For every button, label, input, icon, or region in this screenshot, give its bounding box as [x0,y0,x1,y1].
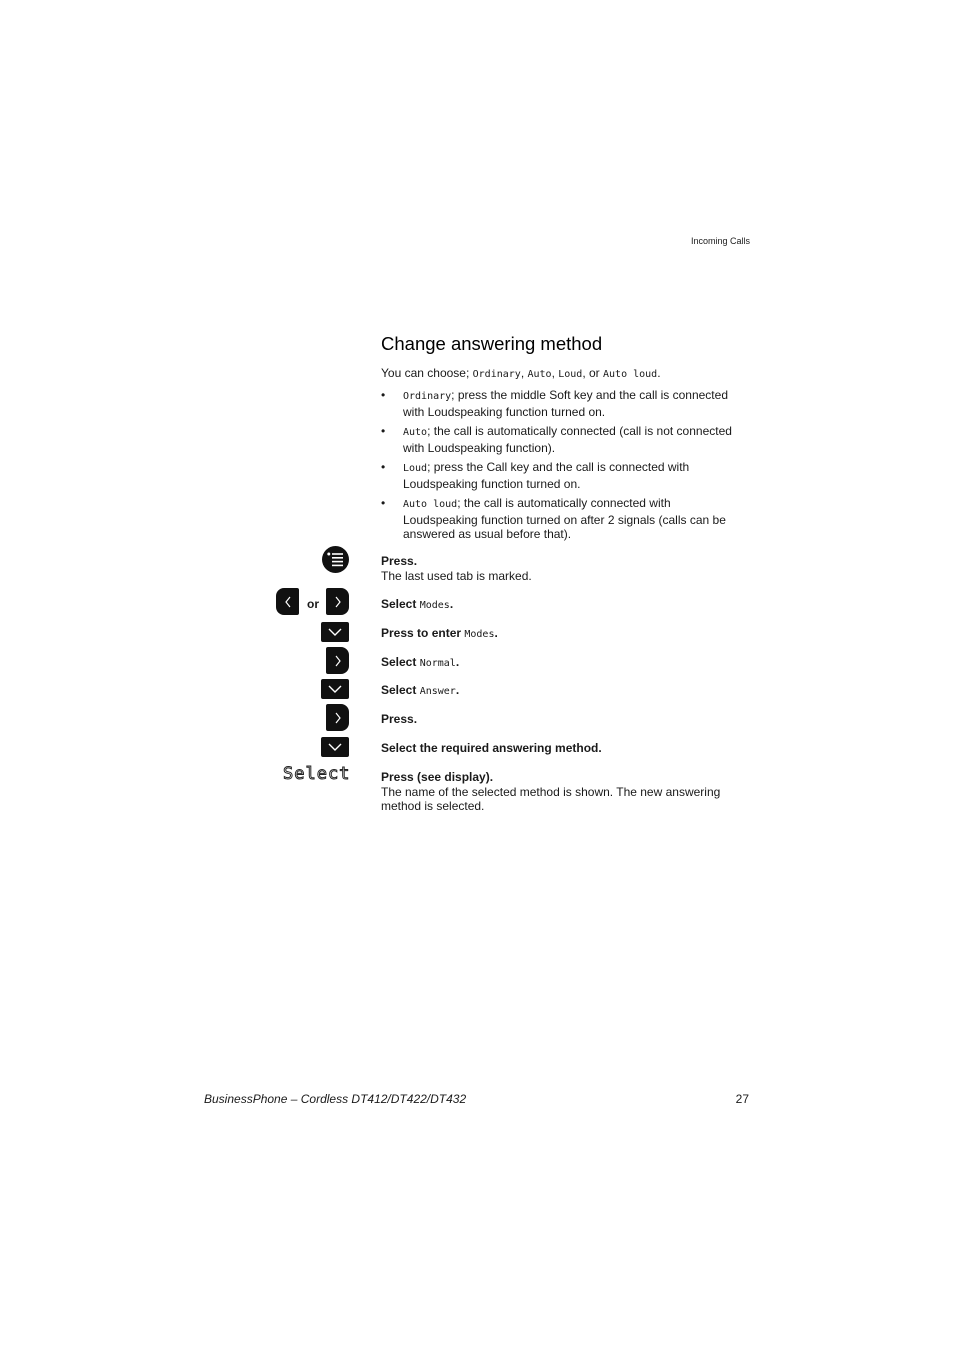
footer-product-name: BusinessPhone – Cordless DT412/DT422/DT432 [204,1092,467,1106]
right-arrow-icon[interactable] [326,647,349,674]
step-press-right: Press. [381,712,418,726]
down-arrow-icon[interactable] [321,679,349,699]
step-select-answer: Select Answer. [381,683,460,697]
bullet-item-auto: • Auto; the call is automatically connected (call is not connected with Loudspeaking function). [381,424,732,455]
step-select-method: Select the required answering method. [381,741,602,755]
step-select-modes: Select Modes. [381,597,454,611]
bullet-item-auto-loud: • Auto loud; the call is automatically connected with Loudspeaking function turned on after 2 signals (calls can be answered as usual before that). [381,496,726,541]
or-label: or [307,597,319,611]
select-softkey-display[interactable]: Select [283,764,351,784]
step-select-normal: Select Normal. [381,655,460,669]
bullet-dot: • [381,424,386,438]
intro-text: You can choose; Ordinary, Auto, Loud, or Auto loud. [381,366,661,380]
step-press-menu: Press. The last used tab is marked. [381,554,532,583]
page-number: 27 [735,1092,749,1106]
bullet-dot: • [381,460,386,474]
step-enter-modes: Press to enter Modes. [381,626,498,640]
running-header: Incoming Calls [690,236,750,246]
right-arrow-icon[interactable] [326,704,349,731]
section-title: Change answering method [381,333,603,354]
bullet-dot: • [381,388,386,402]
bullet-item-loud: • Loud; press the Call key and the call is connected with Loudspeaking function turned on. [381,460,690,491]
step-press-select: Press (see display). The name of the selected method is shown. The new answering method is selected. [381,770,721,813]
down-arrow-icon[interactable] [321,737,349,757]
menu-list-glyph [327,552,344,567]
left-arrow-icon[interactable] [276,588,299,615]
menu-icon[interactable] [322,546,349,573]
right-arrow-icon[interactable] [326,588,349,615]
bullet-dot: • [381,496,386,510]
bullet-item-ordinary: • Ordinary; press the middle Soft key and the call is connected with Loudspeaking function turned on. [381,388,728,419]
down-arrow-icon[interactable] [321,622,349,642]
